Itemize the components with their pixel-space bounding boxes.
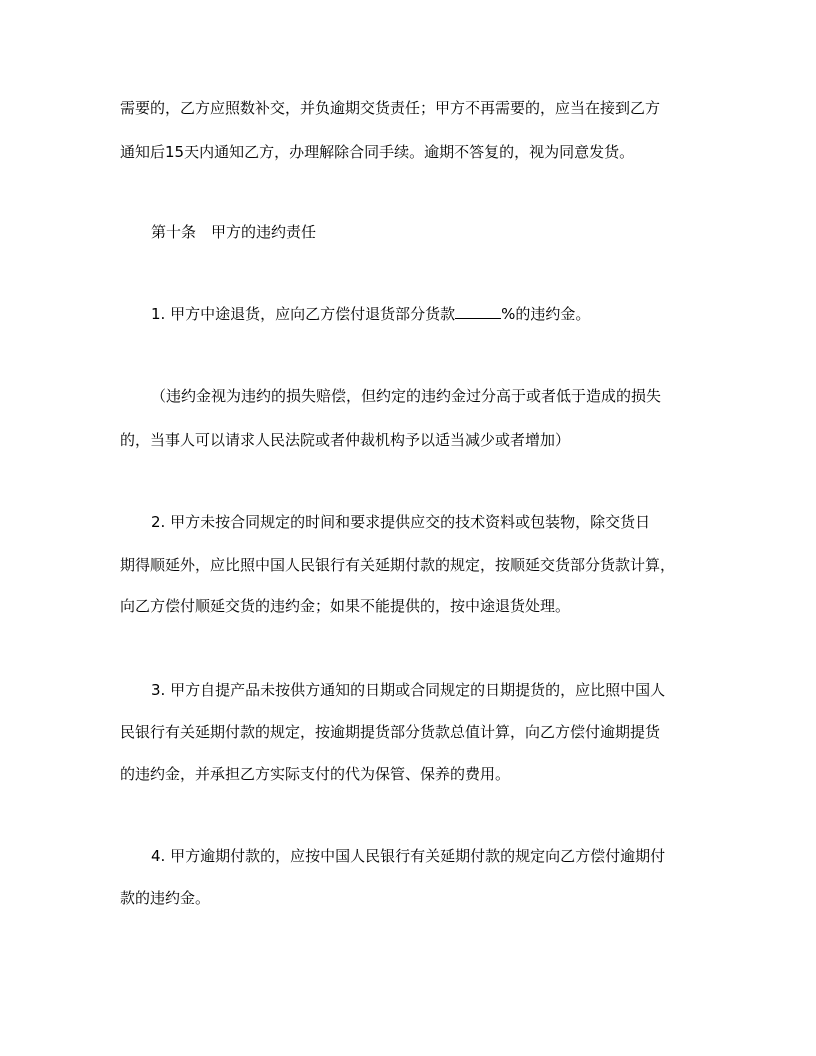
- note-line: （违约金视为违约的损失赔偿，但约定的违约金过分高于或者低于造成的损失: [151, 387, 662, 405]
- item-2-line: 2. 甲方未按合同规定的时间和要求提供应交的技术资料或包装物，除交货日: [151, 513, 651, 531]
- item-1: [151, 304, 590, 324]
- item-4-line: 4. 甲方逾期付款的，应按中国人民银行有关延期付款的规定向乙方偿付逾期付: [151, 847, 666, 865]
- item-4-line: 款的违约金。: [120, 889, 211, 907]
- item-1-text-after: %的违约金。: [501, 305, 591, 323]
- item-3-line: 民银行有关延期付款的规定，按逾期提货部分货款总值计算，向乙方偿付逾期提货: [120, 723, 661, 741]
- paragraph-line: 通知后15天内通知乙方，办理解除合同手续。逾期不答复的，视为同意发货。: [120, 143, 635, 161]
- item-2-line: 向乙方偿付顺延交货的违约金；如果不能提供的，按中途退货处理。: [120, 597, 571, 615]
- note-line: 的，当事人可以请求人民法院或者仲裁机构予以适当减少或者增加）: [120, 431, 571, 449]
- blank-fill-line: [455, 304, 501, 319]
- article-heading: 第十条 甲方的违约责任: [151, 223, 317, 241]
- item-1-text-before: 1. 甲方中途退货，应向乙方偿付退货部分货款: [151, 305, 456, 323]
- item-2-line: 期得顺延外，应比照中国人民银行有关延期付款的规定，按顺延交货部分货款计算，: [120, 556, 676, 574]
- item-3-line: 的违约金，并承担乙方实际支付的代为保管、保养的费用。: [120, 765, 511, 783]
- paragraph-line: 需要的，乙方应照数补交，并负逾期交货责任；甲方不再需要的，应当在接到乙方: [120, 99, 661, 117]
- item-3-line: 3. 甲方自提产品未按供方通知的日期或合同规定的日期提货的，应比照中国人: [151, 681, 666, 699]
